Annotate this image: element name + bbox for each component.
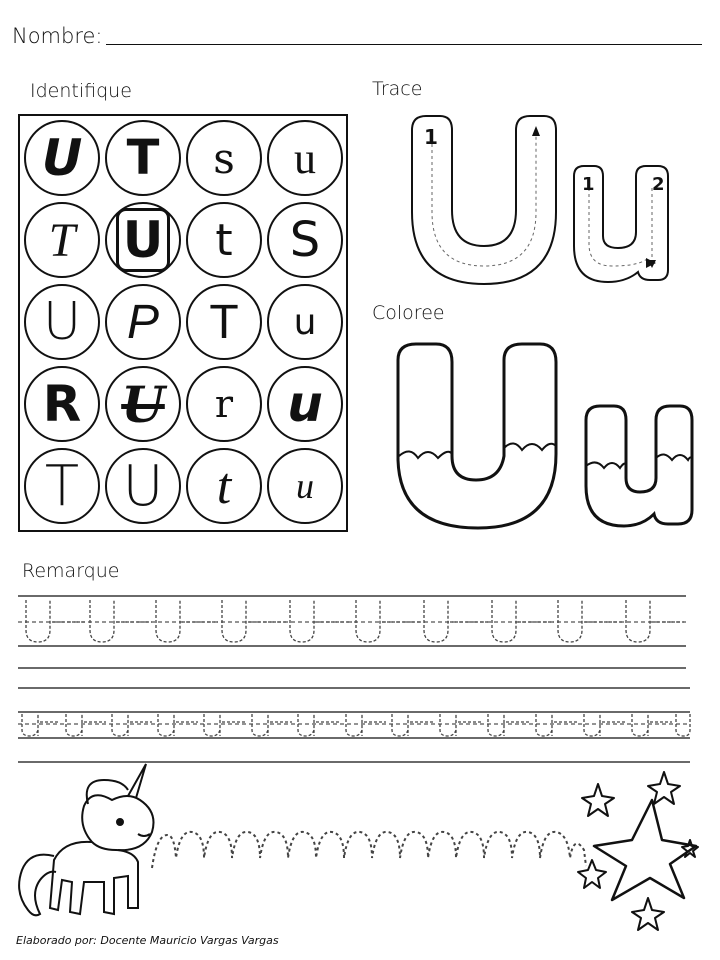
letter: u [287,375,323,433]
letter: u [294,133,316,183]
trace-section-title: Trace [372,78,423,100]
name-label: Nombre: [12,24,103,48]
letter: s [213,133,235,183]
letter: r [214,382,234,426]
letter: R [42,375,82,433]
letter: t [215,214,233,266]
writing-lines[interactable] [18,596,690,762]
trace-step-number: 2 [652,174,665,195]
letter: U [122,453,164,519]
stars-illustration [578,772,698,930]
letter: S [289,212,321,268]
color-section-title: Coloree [372,302,445,324]
cursive-trace-line[interactable] [152,832,586,868]
unicorn-illustration [19,764,153,915]
dashed-lowercase-u-row [22,714,690,736]
letter: U [121,374,165,434]
letter: u [296,466,314,506]
letter: u [293,301,317,343]
trace-step-number: 1 [582,174,595,195]
letter: U [116,208,171,272]
color-uppercase-u[interactable] [398,344,556,528]
letter: U [41,129,83,187]
dashed-uppercase-u-row [26,600,684,642]
identify-section-title: Identifique [30,80,132,102]
letter: T [44,453,80,519]
footer-credit: Elaborado por: Docente Mauricio Vargas Vargas [16,934,279,947]
letter: t [216,457,232,515]
letter: T [209,295,239,349]
letter: T [48,213,76,267]
letter: T [126,130,160,186]
letter: U [42,292,82,352]
letter: P [126,295,159,349]
trace-step-number: 1 [424,125,438,149]
rewrite-section-title: Remarque [22,560,120,582]
